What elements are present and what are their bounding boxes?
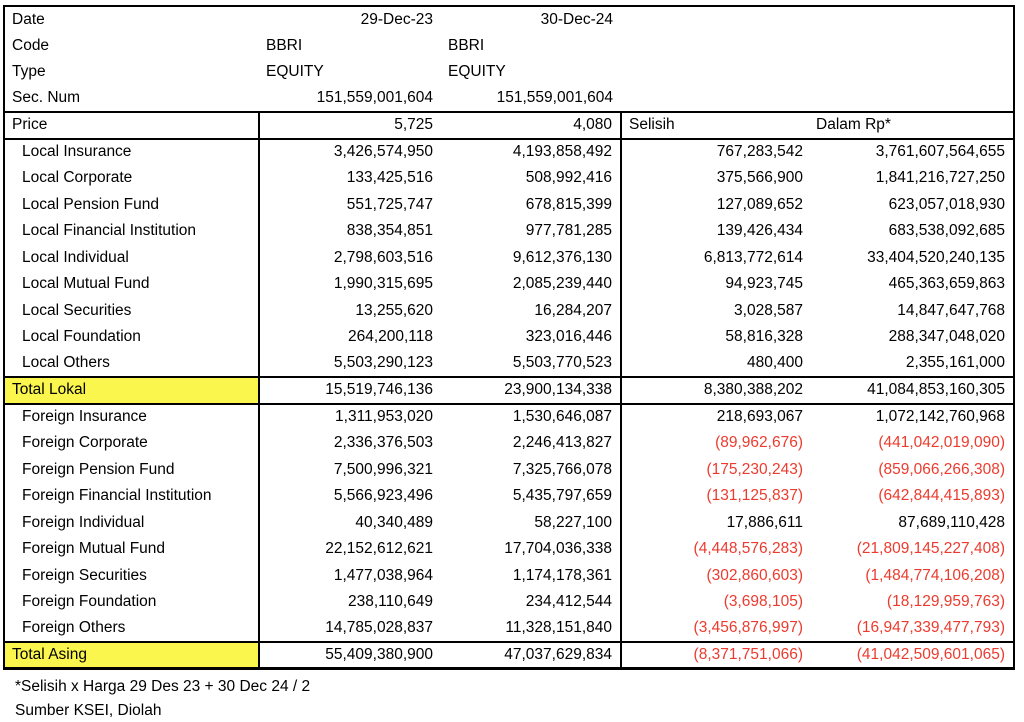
selisih-column-header: Selisih [621,112,811,139]
date-2023-cell: 29-Dec-23 [259,6,441,33]
row-label: Local Corporate [4,165,259,192]
row-label: Local Insurance [4,139,259,166]
shares-2024-cell: 4,193,858,492 [441,139,621,166]
shares-2024-cell: 1,174,178,361 [441,563,621,590]
shares-2023-cell: 551,725,747 [259,192,441,219]
shares-2023-cell: 5,566,923,496 [259,483,441,510]
shares-2024-cell: 11,328,151,840 [441,616,621,643]
row-label: Local Pension Fund [4,192,259,219]
date-2024-cell: 30-Dec-24 [441,6,621,33]
shares-2023-cell: 2,798,603,516 [259,245,441,272]
selisih-cell: (3,698,105) [621,589,811,616]
selisih-cell: (4,448,576,283) [621,536,811,563]
total-foreign-row [4,642,1014,669]
selisih-cell: (8,371,751,066) [621,642,811,669]
shares-2024-cell: 58,227,100 [441,510,621,537]
row-label: Local Others [4,351,259,378]
shares-2024-cell: 323,016,446 [441,324,621,351]
shares-2023-cell: 55,409,380,900 [259,642,441,669]
row-label: Local Foundation [4,324,259,351]
shares-2023-cell: 40,340,489 [259,510,441,537]
total-foreign-section [4,642,1014,669]
selisih-cell: 767,283,542 [621,139,811,166]
selisih-cell: (3,456,876,997) [621,616,811,643]
table-row [4,245,1014,272]
row-label: Local Individual [4,245,259,272]
selisih-cell: 94,923,745 [621,271,811,298]
empty-cell [621,86,811,113]
code-2024-cell: BBRI [441,33,621,60]
dalam-rp-cell: 87,689,110,428 [811,510,1014,537]
row-label: Foreign Individual [4,510,259,537]
secnum-2023-cell: 151,559,001,604 [259,86,441,113]
row-label: Price [4,112,259,139]
meta-row-date [4,6,1014,33]
total-local-section [4,377,1014,404]
table-row [4,139,1014,166]
dalam-rp-cell: 1,841,216,727,250 [811,165,1014,192]
empty-cell [811,6,1014,33]
empty-cell [811,86,1014,113]
selisih-cell: (89,962,676) [621,430,811,457]
shares-2024-cell: 16,284,207 [441,298,621,325]
shares-2023-cell: 3,426,574,950 [259,139,441,166]
dalam-rp-cell: (21,809,145,227,408) [811,536,1014,563]
dalam-rp-cell: 33,404,520,240,135 [811,245,1014,272]
row-label: Foreign Financial Institution [4,483,259,510]
code-2023-cell: BBRI [259,33,441,60]
ownership-table [3,5,1015,670]
table-row [4,616,1014,643]
dalam-rp-cell: 14,847,647,768 [811,298,1014,325]
shares-2023-cell: 22,152,612,621 [259,536,441,563]
selisih-cell: (175,230,243) [621,457,811,484]
shares-2024-cell: 2,085,239,440 [441,271,621,298]
shares-2024-cell: 508,992,416 [441,165,621,192]
local-section [4,139,1014,378]
secnum-2024-cell: 151,559,001,604 [441,86,621,113]
shares-2023-cell: 13,255,620 [259,298,441,325]
selisih-cell: (302,860,603) [621,563,811,590]
selisih-cell: 127,089,652 [621,192,811,219]
table-row [4,483,1014,510]
shares-2024-cell: 1,530,646,087 [441,404,621,431]
shares-2023-cell: 7,500,996,321 [259,457,441,484]
empty-cell [621,6,811,33]
row-label: Foreign Pension Fund [4,457,259,484]
dalam-rp-column-header: Dalam Rp* [811,112,1014,139]
meta-row-code [4,33,1014,60]
shares-2024-cell: 2,246,413,827 [441,430,621,457]
price-row [4,112,1014,139]
empty-cell [811,59,1014,86]
dalam-rp-cell: (1,484,774,106,208) [811,563,1014,590]
row-label: Local Financial Institution [4,218,259,245]
dalam-rp-cell: 41,084,853,160,305 [811,377,1014,404]
total-foreign-label: Total Asing [4,642,259,669]
price-2024-cell: 4,080 [441,112,621,139]
total-local-label: Total Lokal [4,377,259,404]
selisih-cell: 6,813,772,614 [621,245,811,272]
shares-2023-cell: 2,336,376,503 [259,430,441,457]
table-row [4,298,1014,325]
shares-2024-cell: 7,325,766,078 [441,457,621,484]
selisih-cell: 17,886,611 [621,510,811,537]
shares-2024-cell: 23,900,134,338 [441,377,621,404]
dalam-rp-cell: 465,363,659,863 [811,271,1014,298]
table-row [4,351,1014,378]
dalam-rp-cell: 2,355,161,000 [811,351,1014,378]
shares-2024-cell: 5,435,797,659 [441,483,621,510]
shares-2023-cell: 5,503,290,123 [259,351,441,378]
row-label: Sec. Num [4,86,259,113]
table-row [4,536,1014,563]
total-local-row [4,377,1014,404]
table-row [4,165,1014,192]
row-label: Foreign Insurance [4,404,259,431]
empty-cell [621,59,811,86]
shares-2023-cell: 133,425,516 [259,165,441,192]
dalam-rp-cell: 623,057,018,930 [811,192,1014,219]
row-label: Code [4,33,259,60]
shares-2024-cell: 9,612,376,130 [441,245,621,272]
row-label: Foreign Corporate [4,430,259,457]
shares-2024-cell: 678,815,399 [441,192,621,219]
ownership-table-sheet [3,5,1015,722]
table-row [4,218,1014,245]
dalam-rp-cell: 683,538,092,685 [811,218,1014,245]
row-label: Type [4,59,259,86]
dalam-rp-cell: 1,072,142,760,968 [811,404,1014,431]
table-row [4,457,1014,484]
row-label: Foreign Securities [4,563,259,590]
table-row [4,510,1014,537]
footnote-selisih-formula: *Selisih x Harga 29 Des 23 + 30 Dec 24 / 2 [15,675,1015,699]
type-2024-cell: EQUITY [441,59,621,86]
price-section [4,112,1014,139]
shares-2024-cell: 234,412,544 [441,589,621,616]
dalam-rp-cell: (859,066,266,308) [811,457,1014,484]
selisih-cell: 139,426,434 [621,218,811,245]
shares-2024-cell: 977,781,285 [441,218,621,245]
row-label: Foreign Mutual Fund [4,536,259,563]
shares-2023-cell: 238,110,649 [259,589,441,616]
selisih-cell: 480,400 [621,351,811,378]
dalam-rp-cell: (16,947,339,477,793) [811,616,1014,643]
selisih-cell: 8,380,388,202 [621,377,811,404]
shares-2023-cell: 1,311,953,020 [259,404,441,431]
row-label: Foreign Others [4,616,259,643]
table-row [4,430,1014,457]
shares-2024-cell: 47,037,629,834 [441,642,621,669]
shares-2023-cell: 14,785,028,837 [259,616,441,643]
dalam-rp-cell: (18,129,959,763) [811,589,1014,616]
price-2023-cell: 5,725 [259,112,441,139]
table-row [4,271,1014,298]
dalam-rp-cell: (41,042,509,601,065) [811,642,1014,669]
shares-2024-cell: 17,704,036,338 [441,536,621,563]
foreign-section [4,404,1014,643]
row-label: Date [4,6,259,33]
meta-section [4,6,1014,112]
table-row [4,563,1014,590]
shares-2024-cell: 5,503,770,523 [441,351,621,378]
selisih-cell: (131,125,837) [621,483,811,510]
selisih-cell: 218,693,067 [621,404,811,431]
meta-row-type [4,59,1014,86]
dalam-rp-cell: (441,042,019,090) [811,430,1014,457]
type-2023-cell: EQUITY [259,59,441,86]
footnote-source: Sumber KSEI, Diolah [15,699,1015,722]
selisih-cell: 58,816,328 [621,324,811,351]
table-row [4,192,1014,219]
selisih-cell: 3,028,587 [621,298,811,325]
meta-row-secnum [4,86,1014,113]
row-label: Foreign Foundation [4,589,259,616]
table-row [4,404,1014,431]
table-row [4,324,1014,351]
empty-cell [811,33,1014,60]
selisih-cell: 375,566,900 [621,165,811,192]
footnotes [15,675,1015,722]
shares-2023-cell: 1,990,315,695 [259,271,441,298]
shares-2023-cell: 15,519,746,136 [259,377,441,404]
shares-2023-cell: 264,200,118 [259,324,441,351]
dalam-rp-cell: (642,844,415,893) [811,483,1014,510]
shares-2023-cell: 1,477,038,964 [259,563,441,590]
dalam-rp-cell: 288,347,048,020 [811,324,1014,351]
table-row [4,589,1014,616]
row-label: Local Securities [4,298,259,325]
shares-2023-cell: 838,354,851 [259,218,441,245]
dalam-rp-cell: 3,761,607,564,655 [811,139,1014,166]
row-label: Local Mutual Fund [4,271,259,298]
empty-cell [621,33,811,60]
